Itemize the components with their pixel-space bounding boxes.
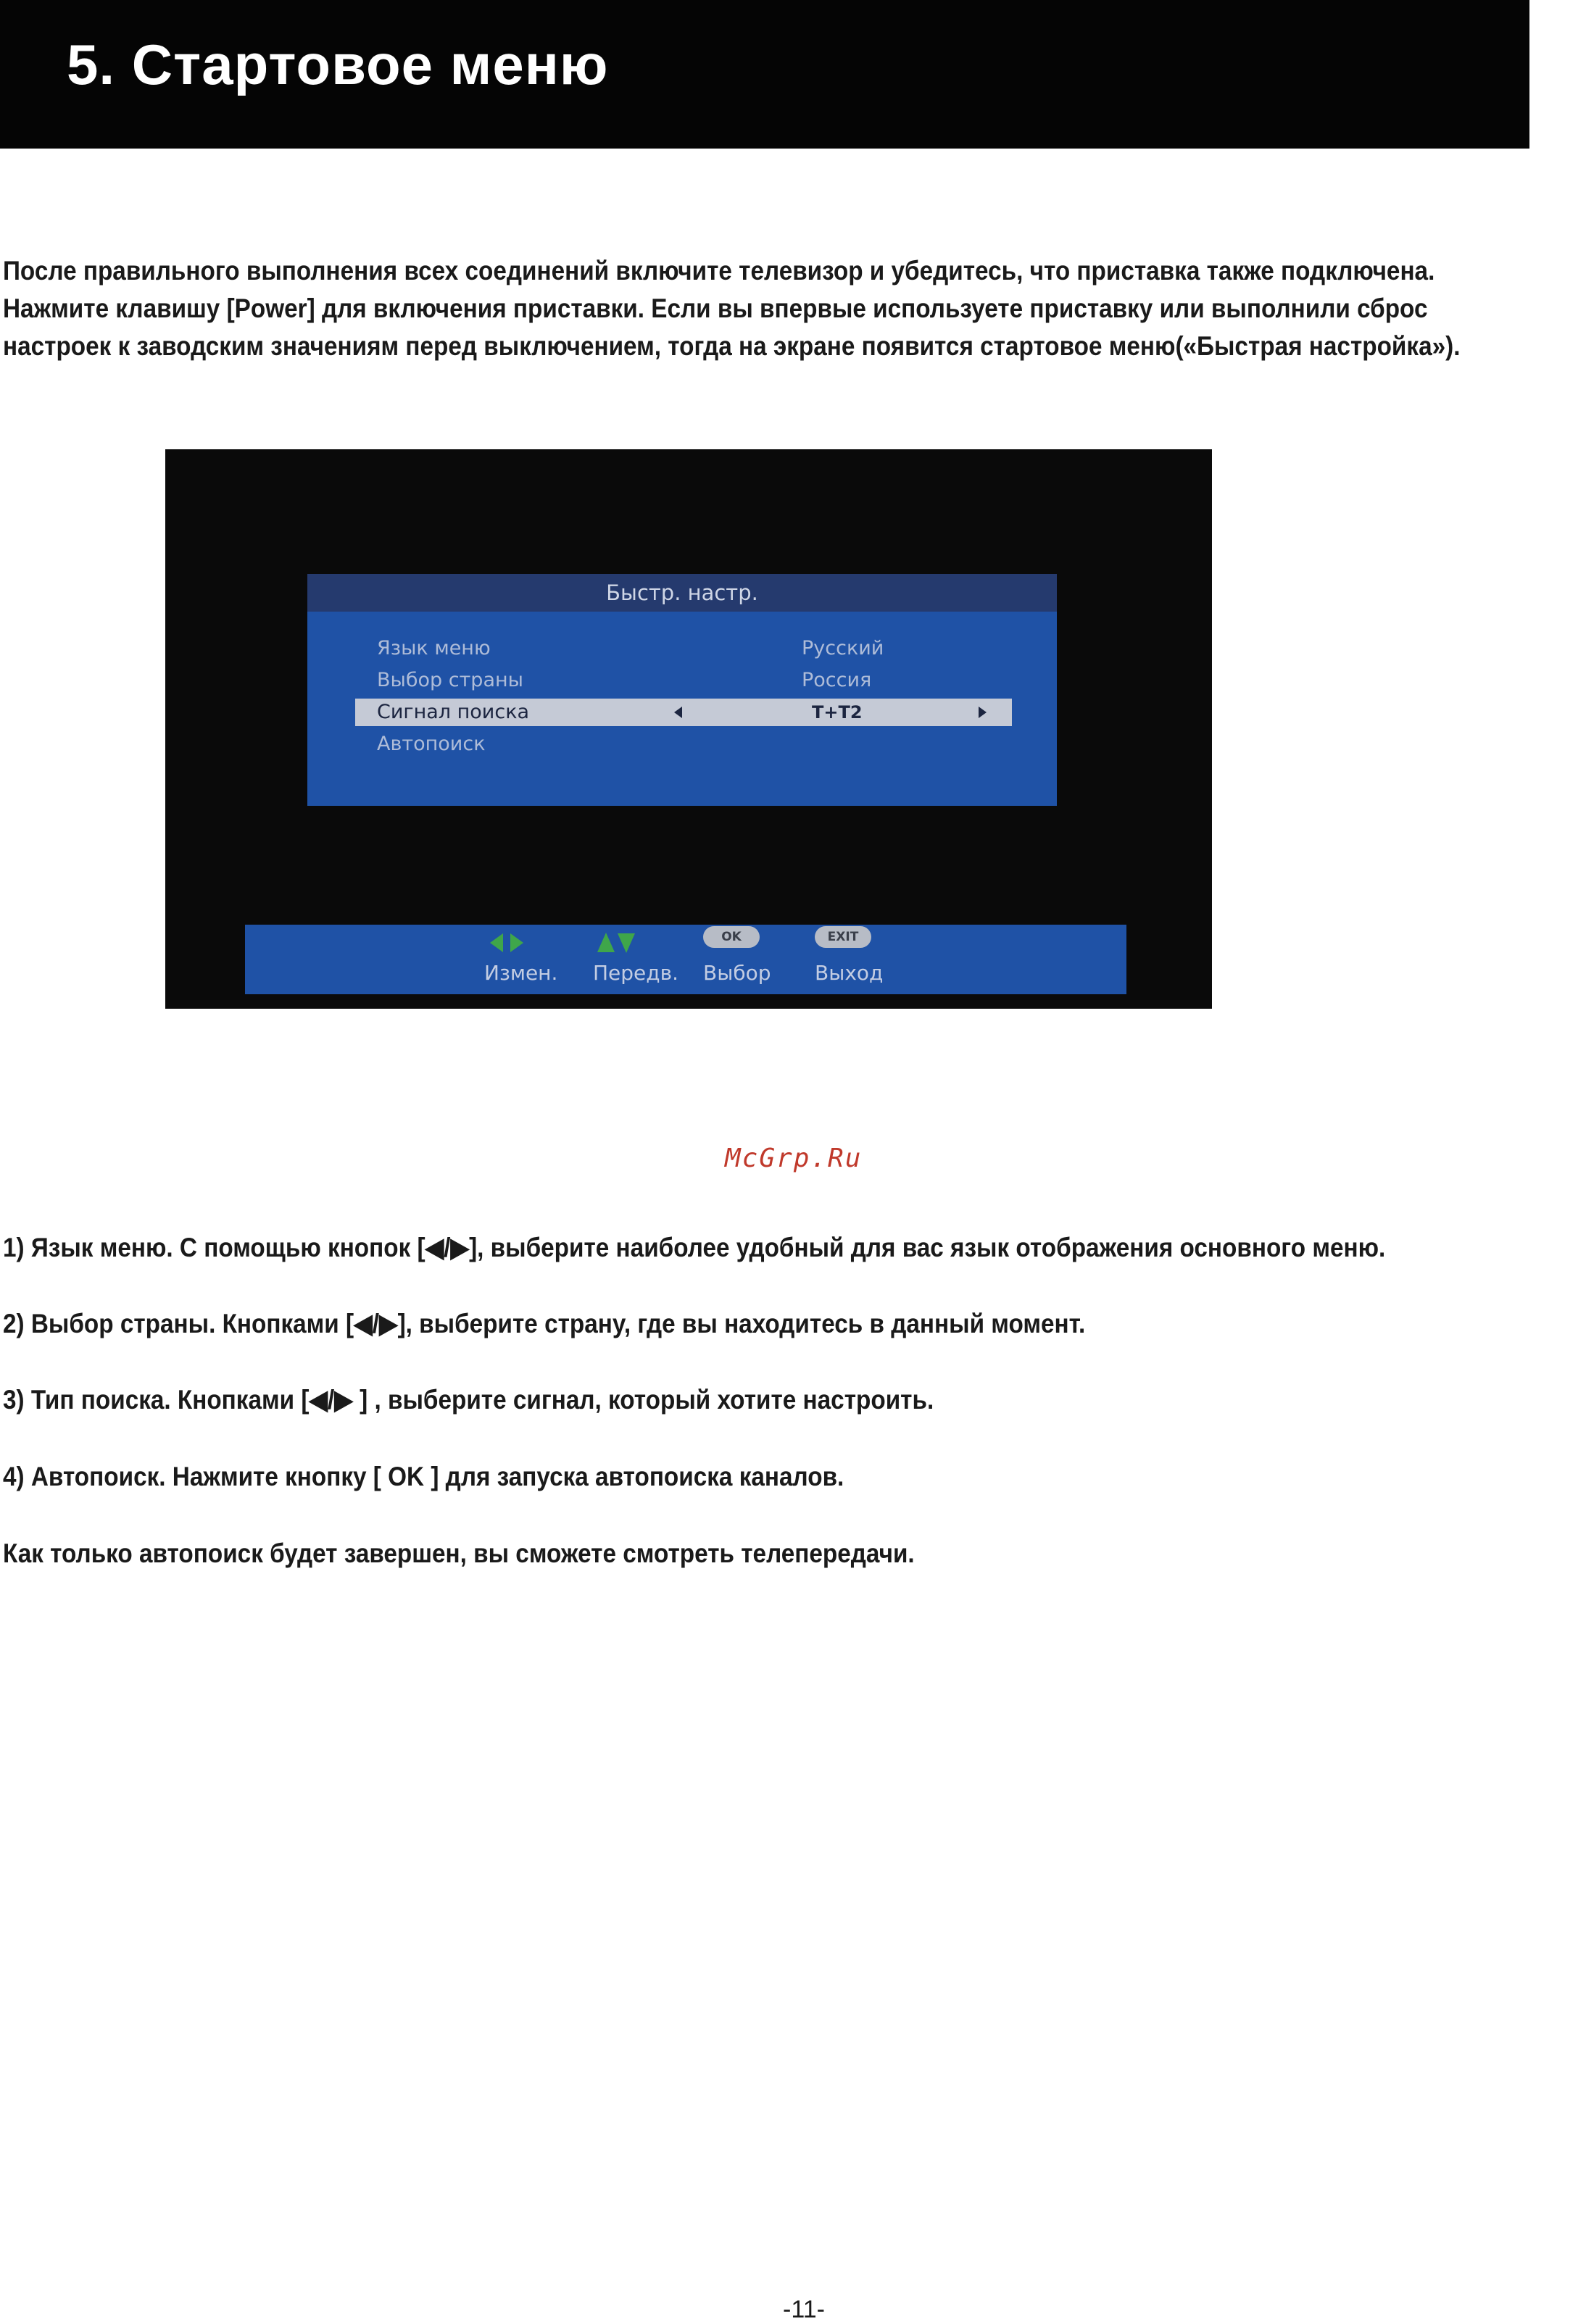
instruction-search-type: 3) Тип поиска. Кнопками [◀/▶ ] , выберите сигнал, который хотите настроить. bbox=[3, 1385, 934, 1415]
menu-row-language[interactable] bbox=[355, 635, 1012, 662]
section-header bbox=[0, 0, 1529, 149]
ok-key-icon: OK bbox=[703, 926, 760, 948]
tv-screenshot bbox=[165, 449, 1212, 1009]
page-title: 5. Стартовое меню bbox=[67, 33, 609, 96]
help-label: Передв. bbox=[593, 961, 679, 985]
page-number: -11- bbox=[783, 2296, 825, 2323]
menu-title-bar bbox=[307, 574, 1057, 612]
menu-row-value: T+T2 bbox=[812, 702, 863, 722]
right-arrow-icon[interactable] bbox=[979, 707, 987, 718]
help-item-exit bbox=[815, 925, 938, 994]
quick-setup-menu bbox=[307, 574, 1057, 806]
intro-line: Нажмите клавишу [Power] для включения приставки. Если вы впервые используете приставку или выполнили сброс bbox=[3, 293, 1428, 323]
menu-row-country[interactable] bbox=[355, 667, 1012, 694]
left-arrow-icon[interactable] bbox=[674, 707, 682, 718]
instruction-menu-language: 1) Язык меню. С помощью кнопок [◀/▶], выберите наиболее удобный для вас язык отображения основного меню. bbox=[3, 1233, 1386, 1262]
menu-row-search-signal[interactable] bbox=[355, 699, 1012, 726]
menu-row-value: Россия bbox=[802, 669, 872, 691]
intro-line: настроек к заводским значениям перед выключением, тогда на экране появится стартовое меню(«Быстрая настройка»). bbox=[3, 331, 1461, 361]
help-item-select bbox=[703, 925, 826, 994]
instruction-finish: Как только автопоиск будет завершен, вы сможете смотреть телепередачи. bbox=[3, 1538, 915, 1568]
help-item-change bbox=[484, 925, 607, 994]
help-label: Измен. bbox=[484, 961, 558, 985]
intro-line: После правильного выполнения всех соединений включите телевизор и убедитесь, что приставка также подключена. bbox=[3, 256, 1435, 286]
intro-paragraph bbox=[3, 252, 1461, 365]
help-bar bbox=[245, 925, 1126, 994]
help-label: Выбор bbox=[703, 961, 771, 985]
up-down-arrows-icon bbox=[593, 930, 716, 955]
menu-row-autosearch[interactable] bbox=[355, 730, 1012, 758]
instruction-autosearch: 4) Автопоиск. Нажмите кнопку [ OK ] для запуска автопоиска каналов. bbox=[3, 1462, 844, 1491]
menu-row-label: Автопоиск bbox=[377, 733, 486, 755]
instruction-country: 2) Выбор страны. Кнопками [◀/▶], выберите страну, где вы находитесь в данный момент. bbox=[3, 1309, 1086, 1338]
menu-row-value: Русский bbox=[802, 637, 884, 659]
watermark: McGrp.Ru bbox=[725, 1144, 863, 1173]
exit-key-icon: EXIT bbox=[815, 926, 871, 948]
menu-row-label: Выбор страны bbox=[377, 669, 523, 691]
menu-row-label: Сигнал поиска bbox=[377, 701, 530, 723]
help-item-move bbox=[593, 925, 716, 994]
menu-row-label: Язык меню bbox=[377, 637, 491, 659]
help-label: Выход bbox=[815, 961, 884, 985]
menu-title: Быстр. настр. bbox=[606, 580, 758, 605]
left-right-arrows-icon bbox=[484, 930, 607, 955]
